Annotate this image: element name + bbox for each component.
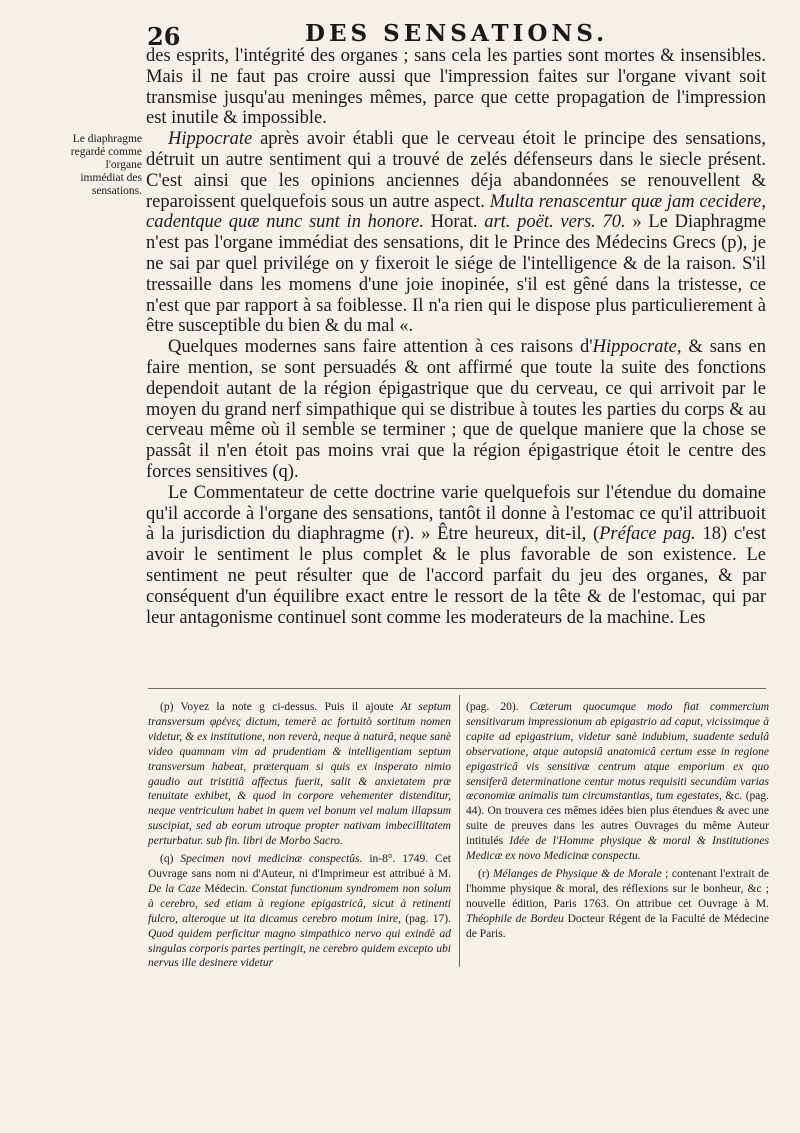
footnotes-left-column [148,700,451,974]
footnote-column-divider [459,695,460,967]
footnote-p: (p) Voyez la note g ci-dessus. Puis il ajoute At septum transversum φρένες dictum, temerè ac fortuitò sortitum nomen videtur, & ex institutione, non reverà, neque à naturâ, neque sanè video quamnam vim ad prudentiam & intelligentiam septum transversum habeat, præterquam si quis ex insperato nimio gaudio aut tristitiâ affectus fuerit, salit & anxietatem præ tenuitate exhibet, & quod in corpore vehementer distenditur, neque ventriculum habet in quem vel bonum vel malum illapsum suscipiat, sed ab eorum utroque propter nativam imbecillitatem perturbatur. sub fin. libri de Morbo Sacro. [148,701,451,848]
footnote-rule [148,688,766,689]
paragraph: Quelques modernes sans faire attention à ces raisons d'Hippocrate, & sans en faire mention, se sont persuadés & ont affirmé que toute la suite des fonctions dependoit autant de la région épigastrique que du cerveau, ce qui arrivoit par le moyen du grand nerf simpathique qui se distribue à toutes les parties du corps & au cerveau même où il semble se terminer ; que de quelque maniere que la chose se passât il n'en étoit pas moins vrai que la région épigastrique étoit le centre des forces sensitives (q). [146,337,766,482]
running-title: DES SENSATIONS. [305,20,609,47]
paragraph: des esprits, l'intégrité des organes ; sans cela les parties sont mortes & insensibles. Mais il ne faut pas croire aussi que l'impression faites sur l'organe vivant soit transmise jusqu'au meninges mêmes, parce que cette propagation de l'impression est inutile & impossible. [146,46,766,129]
footnote-r: (r) Mélanges de Physique & de Morale ; contenant l'extrait de l'homme physique & moral, des réflexions sur le bonheur, &c ; nouvelle édition, Paris 1763. On attribue cet Ouvrage à M. Théophile de Bordeu Docteur Régent de la Faculté de Médecine de Paris. [466,867,769,940]
margin-note: Le diaphragme regardé comme l'organe immédiat des sensations. [70,133,142,197]
footnotes-right-column [466,700,769,945]
footnote-q: (q) Specimen novi medicinæ conspectûs. in-8°. 1749. Cet Ouvrage sans nom ni d'Auteur, ni d'Imprimeur est attribué à M. De la Caze Médecin. Constat functionum syndromem non solum à cerebro, sed etiam à regione epigastricâ, sicut à retinenti fulcro, alteroque ut ita dicamus cerebro motum inire, (pag. 17). Quod quidem perficitur magno simpathico nervo qui exindè ad singulas corporis partes pertingit, ne cerebro quidem excepto ubi nervus ille desinere videtur [148,853,451,970]
paragraph: Hippocrate après avoir établi que le cerveau étoit le principe des sensations, détruit un autre sentiment qui a trouvé de zelés défenseurs dans le siecle présent. C'est ainsi que les opinions anciennes déja abandonnées se renouvellent & reparoissent quelquefois sous un autre aspect. Multa renascentur quæ jam cecidere, cadentque quæ nunc sunt in honore. Horat. art. poët. vers. 70. » Le Diaphragme n'est pas l'organe immédiat des sensations, dit le Prince des Médecins Grecs (p), je ne sai par quel privilége on y fixeroit le siége de l'intelligence & de la raison. S'il tressaille dans les momens d'une joie inopinée, s'il est gêné dans la tristesse, ce n'est que par rapport à sa foiblesse. Il n'a rien qui le dispose plus particulierement à être susceptible du bien & du mal «. [146,129,767,337]
footnote-q-continued: (pag. 20). Cæterum quocumque modo fiat commercium sensitivarum impressionum ab epigastrio ad caput, vicissimque à capite ad epigastrium, videtur sanè indubium, suadente sedulâ observatione, atque autopsiâ anatomicâ certum esse in regione epigastricâ vis sensitivæ centrum atque emporium ex quo sensiferâ determinatione centur motus requisiti secundùm varias œconomiæ animalis tum circumstantias, tum egestates, &c. (pag. 44). On trouvera ces mêmes idées bien plus étendues & avec une suite de preuves dans les autres Ouvrages du même Auteur intitulés Idée de l'Homme physique & moral & Institutiones Medicæ ex novo Medicinæ conspectu. [466,701,770,863]
page-number: 26 [147,22,181,51]
main-text [146,46,766,628]
paragraph: Le Commentateur de cette doctrine varie quelquefois sur l'étendue du domaine qu'il accorde à l'organe des sensations, tantôt il donne à l'estomac ce qu'il attribuoit à la jurisdiction du diaphragme (r). » Être heureux, dit-il, (Préface pag. 18) c'est avoir le sentiment le plus complet & le plus favorable de son existence. Le sentiment ne peut résulter que de l'accord parfait du jeu des organes, & par conséquent d'un équilibre exact entre le ressort de la tête & de l'estomac, qui par leur antagonisme continuel sont comme les moderateurs de la machine. Les [146,482,766,628]
